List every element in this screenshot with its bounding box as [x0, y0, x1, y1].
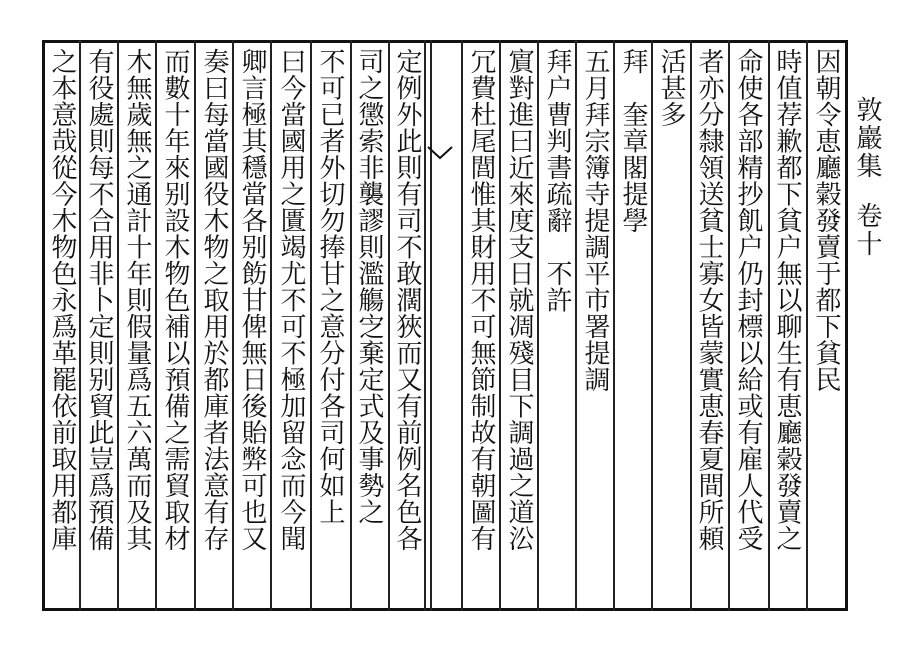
column-rule: [651, 40, 653, 611]
volume-label: 卷十: [852, 202, 882, 258]
column-rule: [155, 40, 157, 611]
text-column: 司之懲索非襲謬則濫觴㝎棄定式及事勢之: [354, 48, 384, 525]
column-rule: [117, 40, 119, 611]
column-rule: [690, 40, 692, 611]
text-column: 者亦分隸領送貧士寡女皆蒙實恵春夏間所頼: [694, 48, 724, 552]
column-rule: [613, 40, 615, 611]
text-column: 有役處則每不合用非卜定則别貿此豈爲預備: [84, 48, 114, 552]
column-rule: [270, 40, 272, 611]
column-rule: [461, 40, 463, 611]
text-column: 奏曰每當國役木物之取用於都庫者法意有存: [199, 48, 229, 552]
text-column: 定例外此則有司不敢濶狹而又有前例名色各: [392, 48, 422, 552]
column-rule: [430, 40, 432, 611]
text-column: 活甚多: [656, 48, 686, 128]
text-column: 因朝令恵廳糓發賣于都下貧民: [811, 48, 841, 393]
column-rule: [424, 40, 426, 611]
text-column: 之本意哉從今木物色永爲革罷依前取用都庫: [47, 48, 77, 552]
text-column: 不可已者外切勿捧甘之意分付各司何如上: [315, 48, 345, 525]
column-rule: [194, 40, 196, 611]
text-column: 而數十年來别設木物色補以預備之需貿取材: [160, 48, 190, 552]
column-rule: [575, 40, 577, 611]
column-rule: [806, 40, 808, 611]
text-column: 五月拜宗簿寺提調平市署提調: [580, 48, 610, 393]
column-rule: [310, 40, 312, 611]
book-title: 敦巖集: [852, 96, 882, 180]
text-column: 賔對進曰近來度支日就凋殘目下調過之道㳂: [504, 48, 534, 552]
text-column: 木無歲無之通計十年則假量爲五六萬而及其: [122, 48, 152, 552]
text-column: 命使各部精抄飢户仍封標以給或有雇人代受: [733, 48, 763, 552]
column-rule: [728, 40, 730, 611]
text-column: 曰今當國用之匱竭尤不可不極加留念而今聞: [276, 48, 306, 552]
column-rule: [79, 40, 81, 611]
book-title-margin: [852, 96, 882, 258]
column-rule: [232, 40, 234, 611]
column-rule: [537, 40, 539, 611]
text-column: 拜户曹判書疏辭 不許: [542, 48, 572, 313]
text-column: 卿言極其穩當各别飭甘俾無日後貽弊可也又: [237, 48, 267, 552]
text-column: 拜 奎章閣提學: [618, 48, 648, 234]
column-rule: [350, 40, 352, 611]
text-column: 冗費杜尾閭惟其財用不可無節制故有朝圖有: [466, 48, 496, 552]
column-rule: [768, 40, 770, 611]
column-rule: [499, 40, 501, 611]
text-column: 時值荐歉都下貧户無以聊生有恵廳糓發賣之: [772, 48, 802, 552]
fold-mark-icon: [426, 146, 454, 160]
column-rule: [388, 40, 390, 611]
